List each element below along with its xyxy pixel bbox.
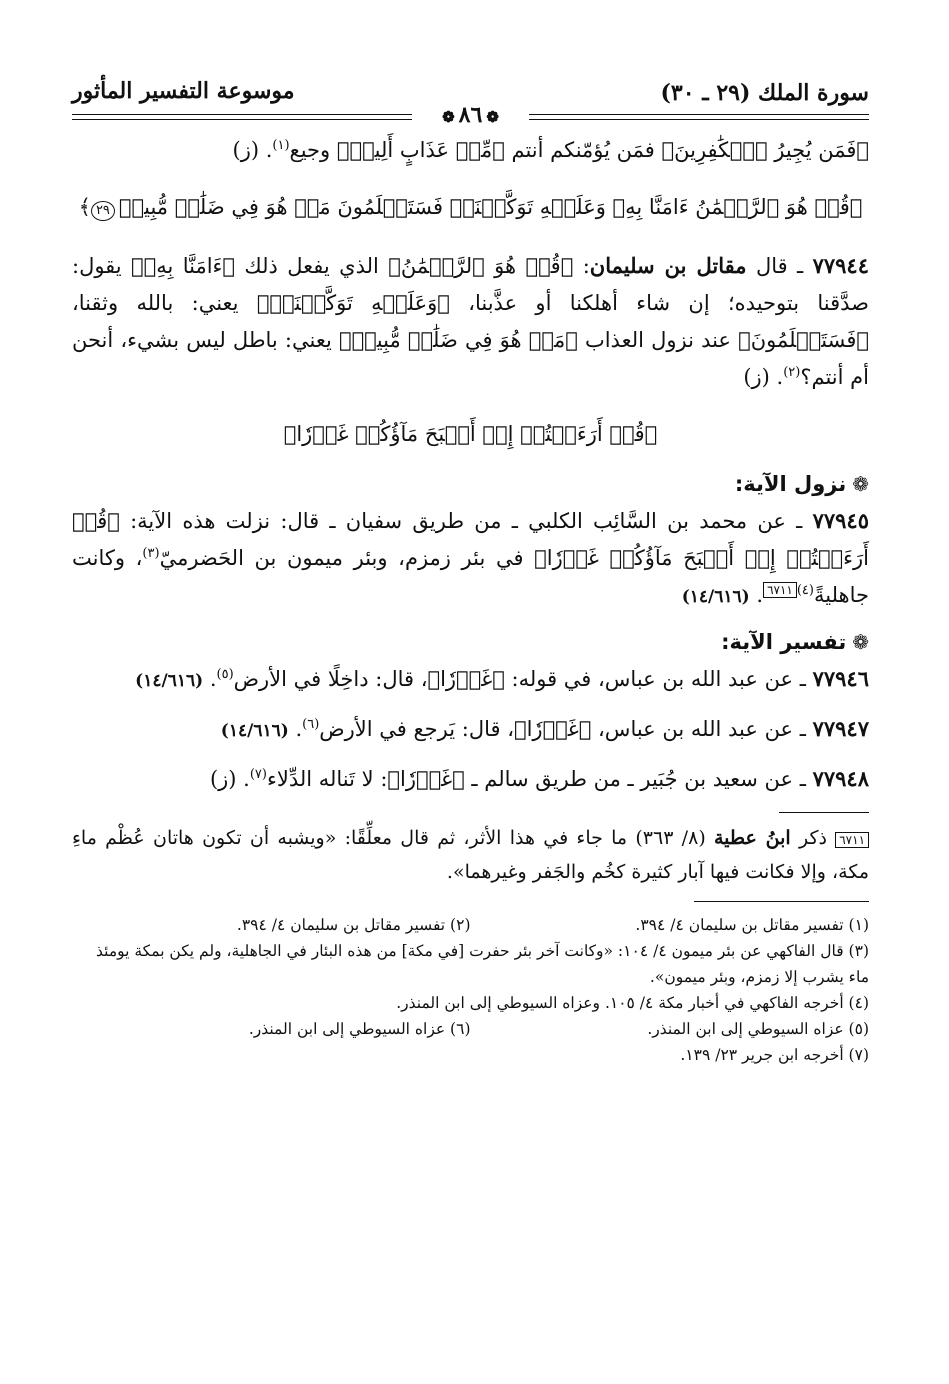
verse-29	[72, 195, 869, 221]
ayah-number: ٢٩	[91, 201, 115, 221]
athar-number: ٧٧٩٤٥	[812, 508, 869, 533]
end-mark: .	[288, 717, 303, 741]
footnote-ref: (٧)	[249, 767, 267, 782]
verse-30: ﴿قُلۡ أَرَءَيۡتُمۡ إِنۡ أَصۡبَحَ مَآؤُكُمۡ غَوۡرٗا﴾	[283, 422, 658, 446]
note-text-continued: (٨/ ٣٦٣) ما جاء في هذا الأثر، ثم قال معلِّقًا: «ويشبه أن تكون هاتان عُظْم ماءِ مكة، وإلا فكانت فيها آبار كثيرة كخُم والجَفر وغيرهما».	[72, 827, 869, 883]
section-title: تفسير الآية:	[721, 630, 847, 654]
note-text: ذكر	[790, 827, 836, 849]
athar-number: ٧٧٩٤٧	[812, 716, 869, 741]
footnote-2: (٢) تفسير مقاتل بن سليمان ٤/ ٣٩٤.	[236, 916, 471, 934]
footnotes	[72, 912, 869, 1068]
footnote-3: (٣) قال الفاكهي عن بئر ميمون ٤/ ١٠٤: «وكانت آخر بئر حفرت [في مكة] من هذه البئار في الجاهلية، ولم يكن بمكة يومئذ ماء يشرب إلا زمزم، وبئر ميمون».	[96, 942, 869, 986]
section-heading-tafsir	[72, 630, 869, 654]
footnote-row	[72, 912, 869, 938]
end-mark: . (ز)	[209, 767, 250, 791]
footnote-row	[72, 1016, 869, 1042]
verse-close-bracket: ﴾	[78, 195, 91, 219]
commentary-ref-box: ٦٧١١	[763, 582, 797, 598]
footnote-5: (٥) عزاه السيوطي إلى ابن المنذر.	[647, 1020, 869, 1038]
footnote-7: (٧) أخرجه ابن جرير ٢٣/ ١٣٩.	[680, 1046, 869, 1064]
footnote-ref: (٣)	[142, 546, 160, 561]
athar-77945	[72, 502, 869, 616]
scholar-name: ابنُ عطية	[714, 827, 791, 849]
athar-number: ٧٧٩٤٦	[812, 666, 869, 691]
athar-text: ـ عن سعيد بن جُبَير ـ من طريق سالم ـ ﴿غَوۡرٗا﴾: لا تَناله الدِّلاء	[266, 767, 813, 791]
commentary-note	[72, 821, 869, 889]
page	[72, 70, 869, 1068]
athar-number: ٧٧٩٤٤	[812, 253, 869, 278]
verse-text: ﴿قُلۡ هُوَ ٱلرَّحۡمَٰنُ ءَامَنَّا بِهِۦ وَعَلَيۡهِ تَوَكَّلۡنَاۖ فَسَتَعۡلَمُونَ مَنۡ هُوَ فِي ضَلَٰلٖ مُّبِينٖ	[118, 195, 863, 219]
athar-number: ٧٧٩٤٨	[812, 766, 869, 791]
section-title: نزول الآية:	[734, 472, 847, 496]
commentary-ref-box: ٦٧١١	[835, 832, 869, 848]
footnote-ref: (٦)	[302, 717, 320, 732]
ornament-icon: ❁	[442, 108, 455, 126]
source-ref: (١٤/٦١٦)	[135, 671, 204, 691]
narrator-name: مقاتل بن سليمان	[589, 253, 747, 278]
athar-text: ـ عن محمد بن السَّائِب الكلبي ـ من طريق سفيان ـ قال: نزلت هذه الآية: ﴿قُلۡ أَرَءَيۡتُمۡ إِنۡ أَصۡبَحَ مَآؤُكُمۡ غَوۡرٗا﴾ في بئر زمزم، وبئر ميمون بن الحَضرميّ	[72, 509, 869, 570]
commentary-separator	[779, 812, 869, 813]
footnote-4: (٤) أخرجه الفاكهي في أخبار مكة ٤/ ١٠٥. وعزاه السيوطي إلى ابن المنذر.	[396, 994, 869, 1012]
book-title: موسوعة التفسير المأثور	[72, 78, 295, 104]
athar-77947	[72, 710, 869, 750]
flower-icon: ❁	[852, 630, 869, 654]
ornament-icon: ❁	[486, 108, 499, 126]
header-rule-right	[529, 114, 869, 120]
end-mark: .	[203, 667, 217, 691]
athar-intro: ـ قال	[746, 254, 813, 278]
header-rule-left	[72, 114, 412, 120]
continuation-line	[72, 132, 869, 169]
athar-77944	[72, 247, 869, 396]
end-mark: . (ز)	[743, 365, 784, 389]
footnote-ref: (٢)	[783, 365, 801, 380]
athar-text-continued: ، وكانت جاهليةً	[72, 546, 869, 607]
section-heading-nuzul	[72, 472, 869, 496]
end-mark: . (ز)	[232, 138, 273, 162]
source-ref: (١٤/٦١٦)	[681, 587, 750, 607]
athar-77948	[72, 760, 869, 798]
athar-text: ـ عن عبد الله بن عباس، ﴿غَوۡرٗا﴾، قال: يَرجع في الأرض	[319, 717, 813, 741]
footnote-1: (١) تفسير مقاتل بن سليمان ٤/ ٣٩٤.	[635, 916, 869, 934]
athar-text: : ﴿قُلۡ هُوَ ٱلرَّحۡمَٰنُ﴾ الذي يفعل ذلك ﴿ءَامَنَّا بِهِۦ﴾ يقول: صدَّقنا بتوحيده؛ إن شاء أهلكنا أو عذَّبنا، ﴿وَعَلَيۡهِ تَوَكَّلۡنَاۖ﴾ يعني: بالله وثقنا، ﴿فَسَتَعۡلَمُونَ﴾ عند نزول العذاب ﴿مَنۡ هُوَ فِي ضَلَٰلٖ مُّبِينٖ﴾ يعني: باطل ليس بشيء، أنحن أم أنتم؟	[72, 254, 869, 389]
footnote-ref: (٥)	[216, 667, 234, 682]
athar-text: ـ عن عبد الله بن عباس، في قوله: ﴿غَوۡرٗا﴾، قال: داخِلًا في الأرض	[233, 667, 813, 691]
footnote-6: (٦) عزاه السيوطي إلى ابن المنذر.	[248, 1020, 471, 1038]
athar-77946	[72, 660, 869, 700]
page-number	[438, 102, 503, 128]
page-number-value: ٨٦	[458, 102, 483, 128]
footnote-ref: (١)	[272, 138, 290, 153]
footnote-ref: (٤)	[796, 583, 814, 598]
footnote-separator	[694, 901, 869, 902]
running-header	[72, 70, 869, 132]
end-mark: .	[749, 583, 764, 607]
surah-heading: سورة الملك (٢٩ ـ ٣٠)	[660, 80, 869, 106]
continuation-text: ﴿فَمَن يُجِيرُ ٱلۡكَٰفِرِينَ﴾ فمَن يُؤمّنكم أنتم ﴿مِّنۡ عَذَابٍ أَلِيمٖ﴾ وجيع	[289, 138, 869, 162]
flower-icon: ❁	[852, 472, 869, 496]
source-ref: (١٤/٦١٦)	[220, 721, 289, 741]
